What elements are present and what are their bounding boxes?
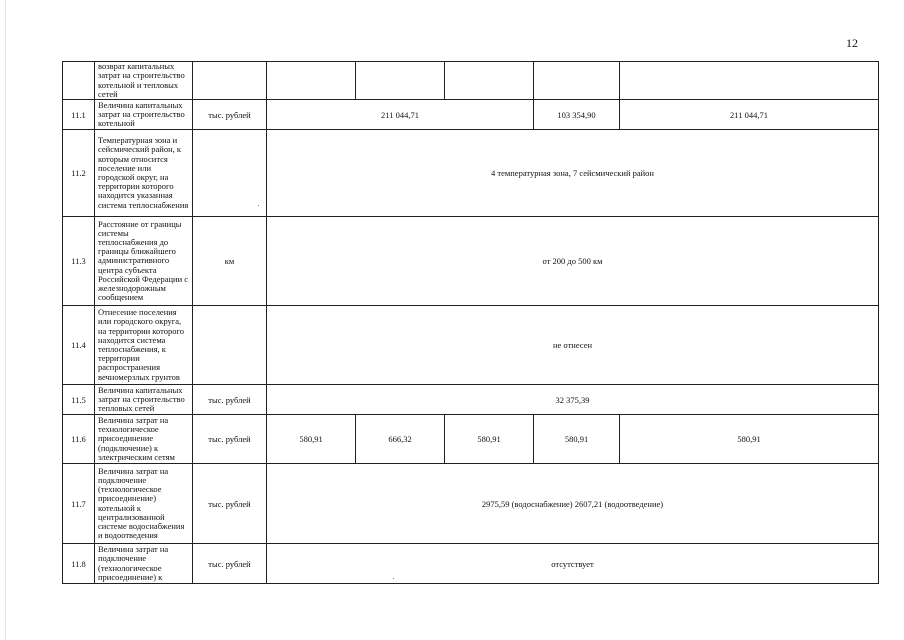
row-number: 11.6 bbox=[63, 415, 95, 464]
row-unit: тыс. рублей bbox=[193, 464, 267, 544]
scan-speck bbox=[258, 205, 259, 206]
row-description: Величина капитальных затрат на строительство котельной bbox=[95, 100, 193, 130]
value-cell: 580,91 bbox=[267, 415, 356, 464]
value-cell: 580,91 bbox=[445, 415, 534, 464]
row-description: Температурная зона и сейсмический район, к которым относится поселение или городской округ, на территории которого находится указанная система теплоснабжения bbox=[95, 130, 193, 217]
value-cell: 580,91 bbox=[534, 415, 620, 464]
row-number: 11.4 bbox=[63, 306, 95, 385]
row-unit: тыс. рублей bbox=[193, 100, 267, 130]
value-cell: не отнесен bbox=[267, 306, 879, 385]
row-number: 11.1 bbox=[63, 100, 95, 130]
value-cell: 32 375,39 bbox=[267, 385, 879, 415]
table-row bbox=[63, 385, 879, 415]
value-cell bbox=[445, 62, 534, 100]
scan-edge-line bbox=[5, 0, 6, 640]
row-number: 11.7 bbox=[63, 464, 95, 544]
row-description: Величина затрат на подключение (технологическое присоединение) котельной к централизованной системе водоснабжения и водоотведения bbox=[95, 464, 193, 544]
row-description: возврат капитальных затрат на строительство котельной и тепловых сетей bbox=[95, 62, 193, 100]
row-unit: км bbox=[193, 217, 267, 306]
row-number: 11.8 bbox=[63, 544, 95, 584]
row-unit: тыс. рублей bbox=[193, 544, 267, 584]
row-number: 11.2 bbox=[63, 130, 95, 217]
row-unit bbox=[193, 130, 267, 217]
value-cell bbox=[534, 62, 620, 100]
row-unit: тыс. рублей bbox=[193, 385, 267, 415]
value-cell: 666,32 bbox=[356, 415, 445, 464]
table-row bbox=[63, 100, 879, 130]
value-cell bbox=[356, 62, 445, 100]
table-row bbox=[63, 544, 879, 584]
value-cell: 103 354,90 bbox=[534, 100, 620, 130]
row-unit bbox=[193, 306, 267, 385]
value-cell: 2975,59 (водоснабжение) 2607,21 (водоотведение) bbox=[267, 464, 879, 544]
value-cell: 211 044,71 bbox=[267, 100, 534, 130]
row-description: Отнесение поселения или городского округа, на территории которого находится система теплоснабжения, к территории распространения вечномерзлых грунтов bbox=[95, 306, 193, 385]
table-row bbox=[63, 62, 879, 100]
row-description: Величина капитальных затрат на строительство тепловых сетей bbox=[95, 385, 193, 415]
value-cell: 4 температурная зона, 7 сейсмический район bbox=[267, 130, 879, 217]
value-cell: отсутствует bbox=[267, 544, 879, 584]
value-cell bbox=[620, 62, 879, 100]
row-description: Величина затрат на технологическое присоединение (подключение) к электрическим сетям bbox=[95, 415, 193, 464]
page-number: 12 bbox=[846, 36, 858, 50]
value-cell: 580,91 bbox=[620, 415, 879, 464]
table-row bbox=[63, 306, 879, 385]
row-number: 11.3 bbox=[63, 217, 95, 306]
table-row bbox=[63, 415, 879, 464]
data-table bbox=[62, 61, 879, 584]
row-unit: тыс. рублей bbox=[193, 415, 267, 464]
value-cell: от 200 до 500 км bbox=[267, 217, 879, 306]
row-unit bbox=[193, 62, 267, 100]
table-row bbox=[63, 217, 879, 306]
row-description: Величина затрат на подключение (технологическое присоединение) к bbox=[95, 544, 193, 584]
value-cell bbox=[267, 62, 356, 100]
table-row bbox=[63, 130, 879, 217]
row-number: 11.5 bbox=[63, 385, 95, 415]
row-number bbox=[63, 62, 95, 100]
table-row bbox=[63, 464, 879, 544]
value-cell: 211 044,71 bbox=[620, 100, 879, 130]
scan-speck bbox=[393, 578, 394, 579]
row-description: Расстояние от границы системы теплоснабжения до границы ближайшего административного центра субъекта Российской Федерации с железнодорожным сообщением bbox=[95, 217, 193, 306]
